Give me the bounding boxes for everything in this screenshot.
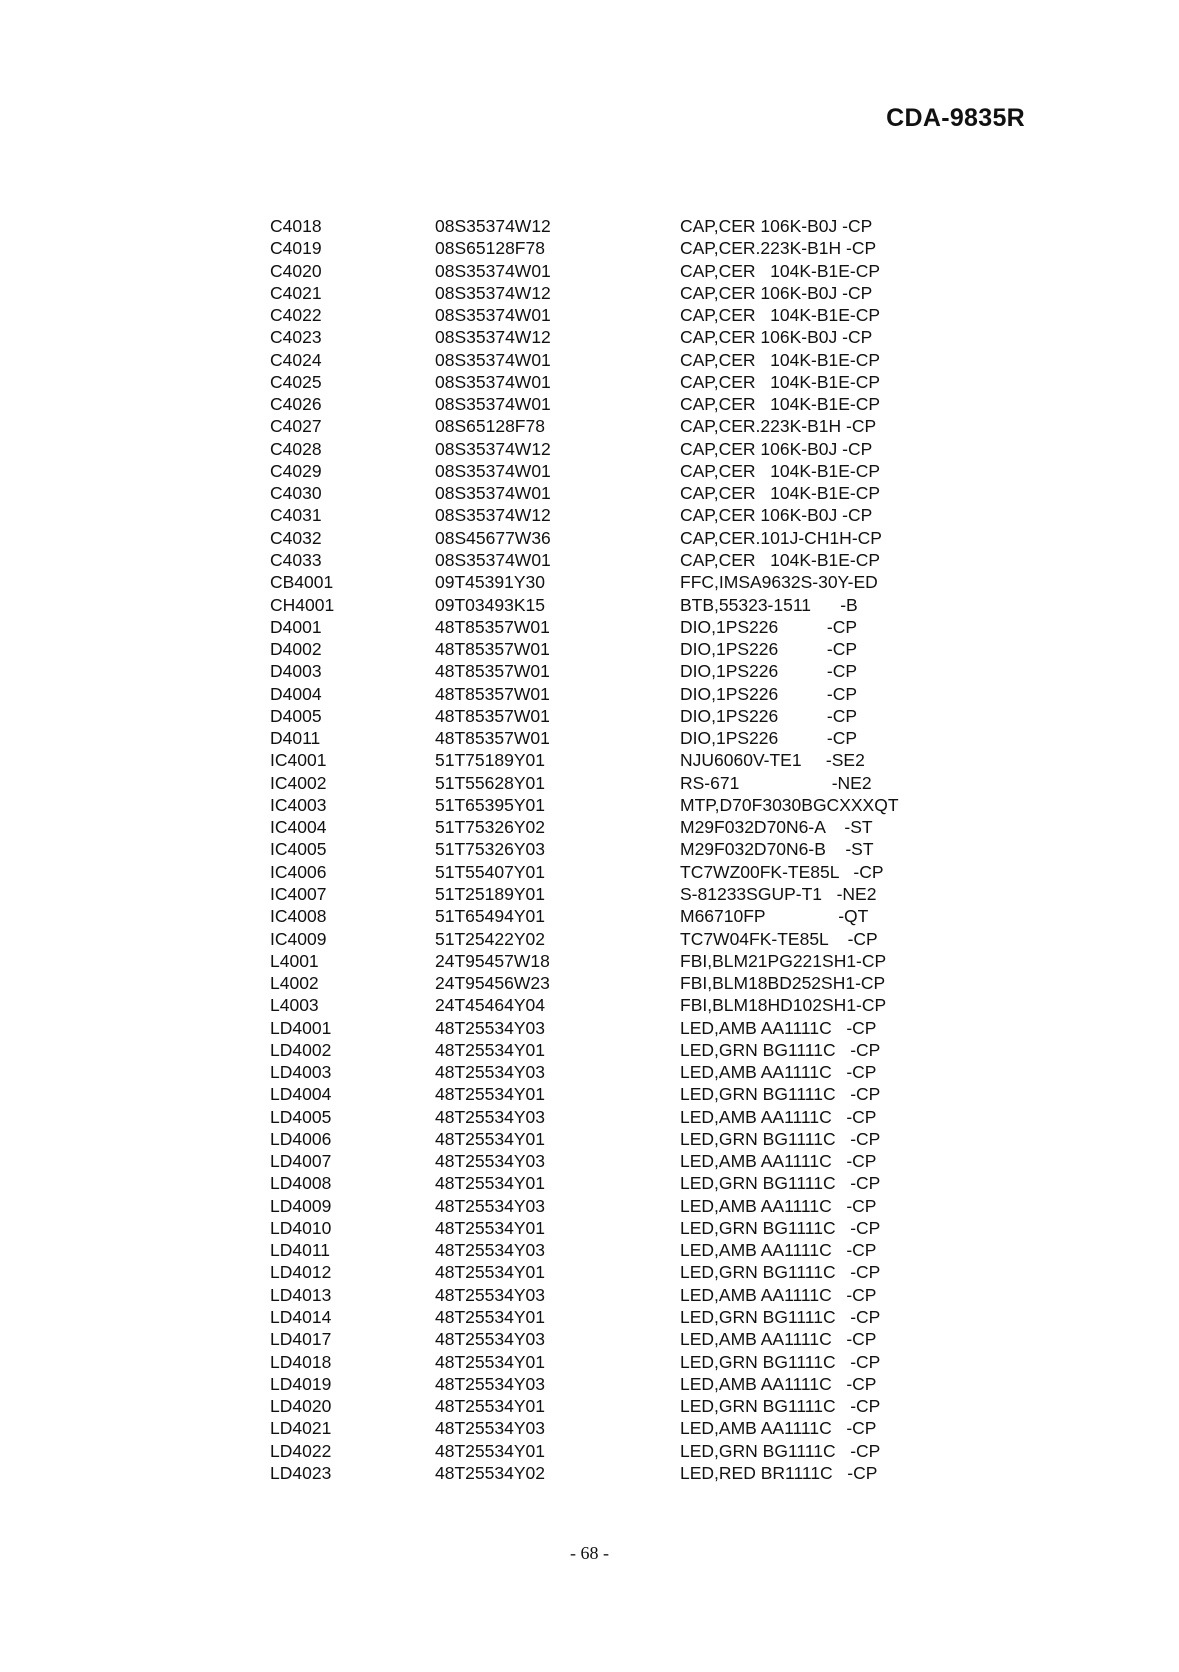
part-description: CAP,CER 104K-B1E-CP xyxy=(680,460,881,481)
table-row xyxy=(270,482,970,504)
part-description: CAP,CER 106K-B0J -CP xyxy=(680,505,873,526)
part-ref: C4027 xyxy=(270,416,322,437)
part-description: LED,AMB AA1111C -CP xyxy=(680,1418,877,1439)
part-number: 48T25534Y01 xyxy=(435,1307,545,1328)
part-ref: IC4007 xyxy=(270,883,327,904)
part-ref: LD4010 xyxy=(270,1217,332,1238)
part-ref: C4033 xyxy=(270,549,322,570)
part-number: 48T25534Y03 xyxy=(435,1373,545,1394)
part-number: 48T85357W01 xyxy=(435,705,550,726)
table-row xyxy=(270,950,970,972)
part-number: 24T95456W23 xyxy=(435,973,550,994)
table-row xyxy=(270,638,970,660)
table-row xyxy=(270,861,970,883)
table-row xyxy=(270,415,970,437)
part-description: LED,AMB AA1111C -CP xyxy=(680,1062,877,1083)
part-ref: L4002 xyxy=(270,973,319,994)
table-row xyxy=(270,1261,970,1283)
part-description: MTP,D70F3030BGCXXXQT xyxy=(680,794,899,815)
part-number: 51T55628Y01 xyxy=(435,772,545,793)
part-ref: LD4020 xyxy=(270,1396,332,1417)
part-ref: IC4002 xyxy=(270,772,327,793)
part-ref: LD4007 xyxy=(270,1151,332,1172)
table-row xyxy=(270,1440,970,1462)
table-row xyxy=(270,371,970,393)
part-description: M66710FP -QT xyxy=(680,906,869,927)
table-row xyxy=(270,282,970,304)
part-description: LED,GRN BG1111C -CP xyxy=(680,1084,881,1105)
part-number: 08S35374W12 xyxy=(435,282,551,303)
part-ref: LD4013 xyxy=(270,1284,332,1305)
part-ref: D4001 xyxy=(270,616,322,637)
part-description: FBI,BLM18BD252SH1-CP xyxy=(680,973,886,994)
part-number: 08S35374W12 xyxy=(435,327,551,348)
part-description: RS-671 -NE2 xyxy=(680,772,872,793)
table-row xyxy=(270,393,970,415)
part-number: 51T75326Y03 xyxy=(435,839,545,860)
part-description: M29F032D70N6-B -ST xyxy=(680,839,874,860)
part-ref: LD4003 xyxy=(270,1062,332,1083)
part-description: LED,GRN BG1111C -CP xyxy=(680,1262,881,1283)
part-description: CAP,CER 106K-B0J -CP xyxy=(680,216,873,236)
table-row xyxy=(270,1061,970,1083)
table-row xyxy=(270,1195,970,1217)
table-row xyxy=(270,1017,970,1039)
part-description: CAP,CER.101J-CH1H-CP xyxy=(680,527,882,548)
table-row xyxy=(270,994,970,1016)
table-row xyxy=(270,1284,970,1306)
part-ref: D4002 xyxy=(270,639,322,660)
part-ref: C4029 xyxy=(270,460,322,481)
table-row xyxy=(270,727,970,749)
part-ref: C4020 xyxy=(270,260,322,281)
part-ref: LD4002 xyxy=(270,1039,332,1060)
part-number: 09T03493K15 xyxy=(435,594,545,615)
table-row xyxy=(270,260,970,282)
part-number: 08S35374W01 xyxy=(435,371,551,392)
part-ref: D4004 xyxy=(270,683,322,704)
part-ref: LD4006 xyxy=(270,1128,332,1149)
part-description: CAP,CER 104K-B1E-CP xyxy=(680,260,881,281)
part-ref: IC4009 xyxy=(270,928,327,949)
part-ref: D4011 xyxy=(270,728,321,749)
part-number: 51T65494Y01 xyxy=(435,906,545,927)
part-number: 48T25534Y03 xyxy=(435,1284,545,1305)
part-number: 51T55407Y01 xyxy=(435,861,545,882)
part-description: S-81233SGUP-T1 -NE2 xyxy=(680,883,877,904)
part-description: LED,RED BR1111C -CP xyxy=(680,1462,878,1483)
part-description: TC7W04FK-TE85L -CP xyxy=(680,928,878,949)
part-description: FFC,IMSA9632S-30Y-ED xyxy=(680,572,878,593)
part-number: 51T75326Y02 xyxy=(435,817,545,838)
table-row xyxy=(270,1328,970,1350)
part-description: FBI,BLM18HD102SH1-CP xyxy=(680,995,887,1016)
part-ref: IC4008 xyxy=(270,906,327,927)
part-ref: CH4001 xyxy=(270,594,335,615)
table-row xyxy=(270,549,970,571)
table-row xyxy=(270,772,970,794)
part-number: 51T65395Y01 xyxy=(435,794,545,815)
part-ref: LD4004 xyxy=(270,1084,332,1105)
part-number: 48T25534Y01 xyxy=(435,1173,545,1194)
part-description: DIO,1PS226 -CP xyxy=(680,639,858,660)
part-ref: LD4008 xyxy=(270,1173,332,1194)
part-description: CAP,CER 104K-B1E-CP xyxy=(680,394,881,415)
part-number: 48T25534Y01 xyxy=(435,1128,545,1149)
part-description: CAP,CER 106K-B0J -CP xyxy=(680,327,873,348)
part-number: 48T25534Y01 xyxy=(435,1440,545,1461)
part-ref: C4022 xyxy=(270,305,322,326)
part-ref: C4021 xyxy=(270,282,322,303)
part-number: 48T25534Y01 xyxy=(435,1039,545,1060)
part-number: 48T25534Y03 xyxy=(435,1195,545,1216)
part-description: LED,GRN BG1111C -CP xyxy=(680,1307,881,1328)
part-ref: C4025 xyxy=(270,371,322,392)
part-description: LED,AMB AA1111C -CP xyxy=(680,1106,877,1127)
part-description: LED,AMB AA1111C -CP xyxy=(680,1240,877,1261)
part-number: 48T25534Y01 xyxy=(435,1262,545,1283)
part-ref: IC4001 xyxy=(270,750,327,771)
part-ref: LD4018 xyxy=(270,1351,332,1372)
part-description: FBI,BLM21PG221SH1-CP xyxy=(680,950,887,971)
table-row xyxy=(270,215,970,237)
table-row xyxy=(270,1239,970,1261)
part-number: 08S65128F78 xyxy=(435,238,545,259)
part-number: 48T85357W01 xyxy=(435,639,550,660)
table-row xyxy=(270,905,970,927)
part-ref: C4028 xyxy=(270,438,322,459)
part-ref: C4030 xyxy=(270,483,322,504)
table-row xyxy=(270,326,970,348)
part-ref: IC4006 xyxy=(270,861,327,882)
part-number: 09T45391Y30 xyxy=(435,572,545,593)
part-number: 48T25534Y01 xyxy=(435,1351,545,1372)
part-description: DIO,1PS226 -CP xyxy=(680,661,858,682)
part-number: 48T25534Y03 xyxy=(435,1418,545,1439)
table-row xyxy=(270,683,970,705)
part-number: 48T25534Y03 xyxy=(435,1240,545,1261)
table-row xyxy=(270,349,970,371)
table-row xyxy=(270,594,970,616)
table-row xyxy=(270,1395,970,1417)
table-row xyxy=(270,972,970,994)
part-description: CAP,CER 104K-B1E-CP xyxy=(680,349,881,370)
table-row xyxy=(270,504,970,526)
part-description: CAP,CER.223K-B1H -CP xyxy=(680,238,877,259)
table-row xyxy=(270,838,970,860)
table-row xyxy=(270,749,970,771)
table-row xyxy=(270,1417,970,1439)
part-ref: CB4001 xyxy=(270,572,334,593)
table-row xyxy=(270,660,970,682)
part-number: 48T25534Y03 xyxy=(435,1017,545,1038)
part-ref: IC4003 xyxy=(270,794,327,815)
part-description: LED,AMB AA1111C -CP xyxy=(680,1017,877,1038)
part-number: 08S35374W01 xyxy=(435,460,551,481)
part-description: LED,GRN BG1111C -CP xyxy=(680,1440,881,1461)
part-description: LED,AMB AA1111C -CP xyxy=(680,1373,877,1394)
part-ref: LD4021 xyxy=(270,1418,332,1439)
part-number: 48T85357W01 xyxy=(435,661,550,682)
part-number: 08S35374W01 xyxy=(435,260,551,281)
part-ref: LD4017 xyxy=(270,1329,332,1350)
part-description: DIO,1PS226 -CP xyxy=(680,728,858,749)
part-description: CAP,CER 104K-B1E-CP xyxy=(680,549,881,570)
part-description: CAP,CER 104K-B1E-CP xyxy=(680,483,881,504)
page-number: - 68 - xyxy=(570,1543,609,1563)
part-description: LED,AMB AA1111C -CP xyxy=(680,1195,877,1216)
table-row xyxy=(270,794,970,816)
part-number: 24T45464Y04 xyxy=(435,995,545,1016)
part-number: 48T25534Y03 xyxy=(435,1151,545,1172)
part-number: 48T25534Y03 xyxy=(435,1062,545,1083)
part-number: 48T25534Y03 xyxy=(435,1106,545,1127)
part-ref: L4001 xyxy=(270,950,319,971)
part-number: 48T85357W01 xyxy=(435,728,550,749)
part-description: CAP,CER.223K-B1H -CP xyxy=(680,416,877,437)
part-ref: C4019 xyxy=(270,238,322,259)
table-row xyxy=(270,1351,970,1373)
table-row xyxy=(270,1039,970,1061)
part-description: LED,GRN BG1111C -CP xyxy=(680,1217,881,1238)
table-row xyxy=(270,816,970,838)
part-ref: C4018 xyxy=(270,216,322,236)
part-ref: LD4022 xyxy=(270,1440,332,1461)
part-ref: LD4023 xyxy=(270,1462,332,1483)
table-row xyxy=(270,1373,970,1395)
part-number: 48T85357W01 xyxy=(435,683,550,704)
part-description: BTB,55323-1511 -B xyxy=(680,594,858,615)
part-number: 51T25189Y01 xyxy=(435,883,545,904)
table-row xyxy=(270,1128,970,1150)
part-number: 24T95457W18 xyxy=(435,950,550,971)
part-description: LED,GRN BG1111C -CP xyxy=(680,1351,881,1372)
part-number: 48T25534Y03 xyxy=(435,1329,545,1350)
part-number: 48T85357W01 xyxy=(435,616,550,637)
table-row xyxy=(270,928,970,950)
part-ref: LD4009 xyxy=(270,1195,332,1216)
part-number: 08S35374W01 xyxy=(435,549,551,570)
part-ref: LD4005 xyxy=(270,1106,332,1127)
table-row xyxy=(270,460,970,482)
part-ref: C4026 xyxy=(270,394,322,415)
table-row xyxy=(270,1172,970,1194)
table-row xyxy=(270,1462,970,1484)
part-description: LED,GRN BG1111C -CP xyxy=(680,1128,881,1149)
part-ref: IC4005 xyxy=(270,839,327,860)
part-number: 48T25534Y01 xyxy=(435,1396,545,1417)
part-ref: C4024 xyxy=(270,349,322,370)
part-description: CAP,CER 104K-B1E-CP xyxy=(680,371,881,392)
part-description: NJU6060V-TE1 -SE2 xyxy=(680,750,865,771)
table-row xyxy=(270,616,970,638)
table-row xyxy=(270,1217,970,1239)
table-row xyxy=(270,1083,970,1105)
part-number: 08S35374W01 xyxy=(435,394,551,415)
part-ref: L4003 xyxy=(270,995,319,1016)
part-description: LED,AMB AA1111C -CP xyxy=(680,1151,877,1172)
part-ref: C4032 xyxy=(270,527,322,548)
part-ref: C4023 xyxy=(270,327,322,348)
part-description: M29F032D70N6-A -ST xyxy=(680,817,873,838)
table-row xyxy=(270,883,970,905)
part-description: TC7WZ00FK-TE85L -CP xyxy=(680,861,884,882)
part-ref: LD4012 xyxy=(270,1262,332,1283)
part-number: 48T25534Y01 xyxy=(435,1217,545,1238)
part-number: 08S35374W01 xyxy=(435,305,551,326)
model-title: CDA-9835R xyxy=(886,104,1025,132)
part-description: LED,GRN BG1111C -CP xyxy=(680,1039,881,1060)
part-ref: LD4011 xyxy=(270,1240,331,1261)
table-row xyxy=(270,304,970,326)
part-ref: LD4019 xyxy=(270,1373,332,1394)
part-number: 08S35374W12 xyxy=(435,438,551,459)
part-ref: IC4004 xyxy=(270,817,327,838)
part-ref: LD4014 xyxy=(270,1307,332,1328)
table-row xyxy=(270,237,970,259)
table-row xyxy=(270,705,970,727)
part-number: 08S65128F78 xyxy=(435,416,545,437)
table-row xyxy=(270,438,970,460)
part-description: CAP,CER 106K-B0J -CP xyxy=(680,438,873,459)
part-number: 08S35374W01 xyxy=(435,349,551,370)
part-number: 51T25422Y02 xyxy=(435,928,545,949)
part-number: 48T25534Y01 xyxy=(435,1084,545,1105)
part-number: 08S45677W36 xyxy=(435,527,551,548)
table-row xyxy=(270,571,970,593)
part-number: 08S35374W12 xyxy=(435,216,551,236)
table-row xyxy=(270,1150,970,1172)
part-number: 08S35374W12 xyxy=(435,505,551,526)
part-description: LED,AMB AA1111C -CP xyxy=(680,1284,877,1305)
part-number: 51T75189Y01 xyxy=(435,750,545,771)
part-description: LED,GRN BG1111C -CP xyxy=(680,1173,881,1194)
part-ref: D4003 xyxy=(270,661,322,682)
part-number: 08S35374W01 xyxy=(435,483,551,504)
part-description: DIO,1PS226 -CP xyxy=(680,705,858,726)
part-description: DIO,1PS226 -CP xyxy=(680,683,858,704)
part-ref: LD4001 xyxy=(270,1017,332,1038)
table-row xyxy=(270,1106,970,1128)
part-ref: D4005 xyxy=(270,705,322,726)
part-description: CAP,CER 106K-B0J -CP xyxy=(680,282,873,303)
part-description: CAP,CER 104K-B1E-CP xyxy=(680,305,881,326)
part-ref: C4031 xyxy=(270,505,322,526)
table-row xyxy=(270,1306,970,1328)
part-description: LED,AMB AA1111C -CP xyxy=(680,1329,877,1350)
part-description: LED,GRN BG1111C -CP xyxy=(680,1396,881,1417)
table-row xyxy=(270,527,970,549)
part-description: DIO,1PS226 -CP xyxy=(680,616,858,637)
parts-list xyxy=(270,215,970,1484)
part-number: 48T25534Y02 xyxy=(435,1462,545,1483)
